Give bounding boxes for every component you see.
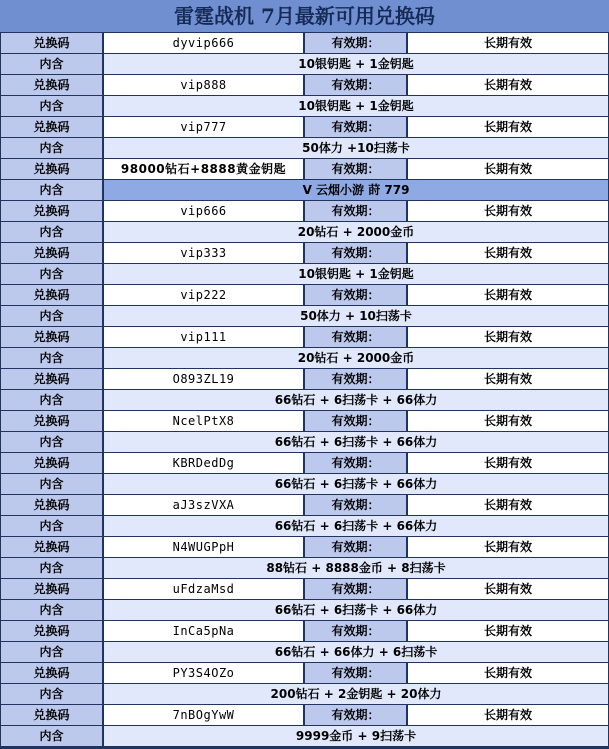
redeem-code-value[interactable]: uFdzaMsd [104, 579, 303, 599]
code-row [0, 243, 609, 263]
contents-row [0, 600, 609, 620]
redeem-label: 兑换码 [1, 369, 102, 389]
redeem-label: 兑换码 [1, 495, 102, 515]
reward-contents: 66钻石 + 6扫荡卡 + 66体力 [104, 516, 608, 536]
validity-value: 长期有效 [408, 453, 608, 473]
validity-value: 长期有效 [408, 369, 608, 389]
redeem-code-value[interactable]: vip777 [104, 117, 303, 137]
validity-label: 有效期： [305, 411, 406, 431]
contains-label: 内含 [1, 96, 102, 116]
validity-label: 有效期： [305, 327, 406, 347]
contains-label: 内含 [1, 600, 102, 620]
validity-value: 长期有效 [408, 327, 608, 347]
validity-value: 长期有效 [408, 663, 608, 683]
contains-label: 内含 [1, 54, 102, 74]
validity-value: 长期有效 [408, 243, 608, 263]
redeem-code-value[interactable]: vip888 [104, 75, 303, 95]
reward-contents: 50体力 + 10扫荡卡 [104, 306, 608, 326]
contents-row [0, 138, 609, 158]
redeem-label: 兑换码 [1, 579, 102, 599]
code-row [0, 663, 609, 683]
reward-contents: 66钻石 + 6扫荡卡 + 66体力 [104, 474, 608, 494]
redeem-label: 兑换码 [1, 117, 102, 137]
redeem-code-value[interactable]: vip666 [104, 201, 303, 221]
redeem-label: 兑换码 [1, 327, 102, 347]
reward-contents: 9999金币 + 9扫荡卡 [104, 726, 608, 746]
reward-contents: 66钻石 + 6扫荡卡 + 66体力 [104, 432, 608, 452]
contents-row [0, 432, 609, 452]
redeem-label: 兑换码 [1, 705, 102, 725]
redeem-label: 兑换码 [1, 33, 102, 53]
code-row [0, 537, 609, 557]
reward-contents: 66钻石 + 6扫荡卡 + 66体力 [104, 390, 608, 410]
validity-label: 有效期： [305, 453, 406, 473]
contents-row [0, 306, 609, 326]
reward-contents: 66钻石 + 6扫荡卡 + 66体力 [104, 600, 608, 620]
contains-label: 内含 [1, 180, 102, 200]
contains-label: 内含 [1, 264, 102, 284]
validity-label: 有效期： [305, 33, 406, 53]
validity-label: 有效期： [305, 159, 406, 179]
redeem-code-value[interactable]: PY3S4OZo [104, 663, 303, 683]
contents-row [0, 558, 609, 578]
contents-row [0, 516, 609, 536]
validity-label: 有效期： [305, 243, 406, 263]
code-row [0, 411, 609, 431]
validity-label: 有效期： [305, 537, 406, 557]
contains-label: 内含 [1, 684, 102, 704]
reward-contents: 20钻石 + 2000金币 [104, 222, 608, 242]
redeem-label: 兑换码 [1, 201, 102, 221]
reward-contents: 10银钥匙 + 1金钥匙 [104, 54, 608, 74]
redeem-code-value[interactable]: vip333 [104, 243, 303, 263]
code-row [0, 75, 609, 95]
redeem-code-value[interactable]: aJ3szVXA [104, 495, 303, 515]
validity-label: 有效期： [305, 579, 406, 599]
redeem-label: 兑换码 [1, 621, 102, 641]
redeem-label: 兑换码 [1, 159, 102, 179]
reward-contents: 88钻石 + 8888金币 + 8扫荡卡 [104, 558, 608, 578]
validity-label: 有效期： [305, 285, 406, 305]
validity-label: 有效期： [305, 369, 406, 389]
reward-contents: 20钻石 + 2000金币 [104, 348, 608, 368]
contains-label: 内含 [1, 432, 102, 452]
contains-label: 内含 [1, 474, 102, 494]
validity-value: 长期有效 [408, 579, 608, 599]
validity-label: 有效期： [305, 75, 406, 95]
validity-value: 长期有效 [408, 201, 608, 221]
reward-contents: 10银钥匙 + 1金钥匙 [104, 96, 608, 116]
validity-value: 长期有效 [408, 33, 608, 53]
validity-value: 长期有效 [408, 117, 608, 137]
redeem-label: 兑换码 [1, 453, 102, 473]
contents-row [0, 348, 609, 368]
validity-value: 长期有效 [408, 75, 608, 95]
code-row [0, 201, 609, 221]
code-row [0, 285, 609, 305]
redeem-code-value[interactable]: N4WUGPpH [104, 537, 303, 557]
redeem-label: 兑换码 [1, 285, 102, 305]
contains-label: 内含 [1, 306, 102, 326]
reward-contents: 50体力 +10扫荡卡 [104, 138, 608, 158]
code-row [0, 705, 609, 725]
validity-label: 有效期： [305, 705, 406, 725]
validity-value: 长期有效 [408, 285, 608, 305]
redeem-label: 兑换码 [1, 75, 102, 95]
contents-row [0, 96, 609, 116]
redeem-label: 兑换码 [1, 411, 102, 431]
sheet-title: 雷霆战机 7月最新可用兑换码 [0, 0, 609, 32]
redeem-label: 兑换码 [1, 663, 102, 683]
contains-label: 内含 [1, 642, 102, 662]
redeem-code-value[interactable]: KBRDedDg [104, 453, 303, 473]
validity-value: 长期有效 [408, 159, 608, 179]
validity-label: 有效期： [305, 117, 406, 137]
redeem-label: 兑换码 [1, 537, 102, 557]
code-row [0, 579, 609, 599]
validity-value: 长期有效 [408, 705, 608, 725]
validity-label: 有效期： [305, 495, 406, 515]
code-row [0, 369, 609, 389]
redeem-code-value[interactable]: vip222 [104, 285, 303, 305]
redeem-code-value[interactable]: NcelPtX8 [104, 411, 303, 431]
validity-value: 长期有效 [408, 537, 608, 557]
contents-row [0, 474, 609, 494]
contains-label: 内含 [1, 558, 102, 578]
contains-label: 内含 [1, 348, 102, 368]
contains-label: 内含 [1, 516, 102, 536]
redeem-code-value[interactable]: InCa5pNa [104, 621, 303, 641]
contents-row [0, 684, 609, 704]
promo-contact-text: V 云烟小游 莳 779 [104, 180, 608, 200]
contents-row [0, 642, 609, 662]
code-row [0, 327, 609, 347]
code-row [0, 621, 609, 641]
code-row [0, 495, 609, 515]
contents-row [0, 390, 609, 410]
code-row [0, 117, 609, 137]
validity-label: 有效期： [305, 663, 406, 683]
code-row [0, 33, 609, 53]
validity-label: 有效期： [305, 201, 406, 221]
contains-label: 内含 [1, 138, 102, 158]
contents-row [0, 726, 609, 746]
contains-label: 内含 [1, 726, 102, 746]
redeem-code-value[interactable]: 7nBOgYwW [104, 705, 303, 725]
contains-label: 内含 [1, 222, 102, 242]
redeem-code-value[interactable]: O893ZL19 [104, 369, 303, 389]
contents-row [0, 264, 609, 284]
reward-contents: 200钻石 + 2金钥匙 + 20体力 [104, 684, 608, 704]
code-row [0, 453, 609, 473]
reward-contents: 66钻石 + 66体力 + 6扫荡卡 [104, 642, 608, 662]
contents-row [0, 180, 609, 200]
redeem-code-value[interactable]: 98000钻石+8888黄金钥匙 [104, 159, 303, 179]
redeem-label: 兑换码 [1, 243, 102, 263]
validity-value: 长期有效 [408, 495, 608, 515]
validity-label: 有效期： [305, 621, 406, 641]
code-row [0, 159, 609, 179]
contents-row [0, 222, 609, 242]
redeem-code-value[interactable]: vip111 [104, 327, 303, 347]
contains-label: 内含 [1, 390, 102, 410]
validity-value: 长期有效 [408, 411, 608, 431]
reward-contents: 10银钥匙 + 1金钥匙 [104, 264, 608, 284]
validity-value: 长期有效 [408, 621, 608, 641]
contents-row [0, 54, 609, 74]
redeem-code-value[interactable]: dyvip666 [104, 33, 303, 53]
